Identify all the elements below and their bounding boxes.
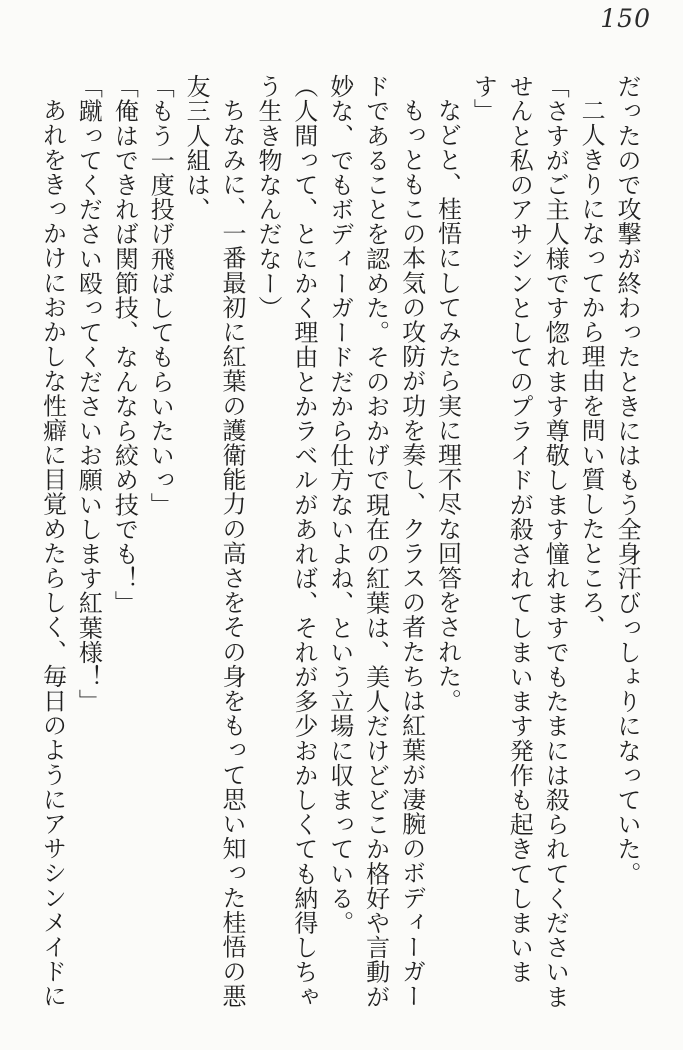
text-line: などと、桂悟にしてみたら実に理不尽な回答をされた。 (433, 98, 462, 713)
text-line: 友三人組は、 (182, 74, 211, 222)
text-line: だったので攻撃が終わったときにはもう全身汗びっしょりになっていた。 (613, 74, 641, 886)
text-line: 妙な、でもボディーガードだから仕方ないよね、という立場に収まっている。 (325, 74, 354, 935)
text-line: す」 (469, 74, 498, 124)
text-line: 「蹴ってください殴ってくださいお願いします紅葉様！」 (74, 74, 103, 714)
text-line: あれをきっかけにおかしな性癖に目覚めたらしく、毎日のようにアサシンメイドに (38, 98, 67, 1009)
text-line: 「もう一度投げ飛ばしてもらいたいっ」 (146, 74, 175, 517)
text-line: もっともこの本気の攻防が功を奏し、クラスの者たちは紅葉が凄腕のボディーガー (397, 98, 426, 1009)
text-line: 二人きりになってから理由を問い質したところ、 (577, 98, 606, 640)
text-line: 「さすがご主人様です惚れます尊敬します憧れますでもたまには殺られてくださいま (541, 74, 570, 1009)
text-line: （人間って、とにかく理由とかラベルがあれば、それが多少おかしくても納得しちゃ (289, 74, 318, 1009)
text-line: ドであることを認めた。そのおかげで現在の紅葉は、美人だけどどこか格好や言動が (361, 74, 390, 1009)
text-line: せんと私のアサシンとしてのプライドが殺されてしまいます発作も起きてしまいま (505, 74, 534, 985)
text-line: う生き物なんだなー） (253, 74, 282, 320)
text-line: ちなみに、一番最初に紅葉の護衛能力の高さをその身をもって思い知った桂悟の悪 (218, 98, 247, 1009)
page-number: 150 (600, 4, 651, 33)
text-line: 「俺はできれば関節技、なんなら絞め技でも！」 (110, 74, 139, 616)
vertical-text-block (34, 74, 644, 1019)
